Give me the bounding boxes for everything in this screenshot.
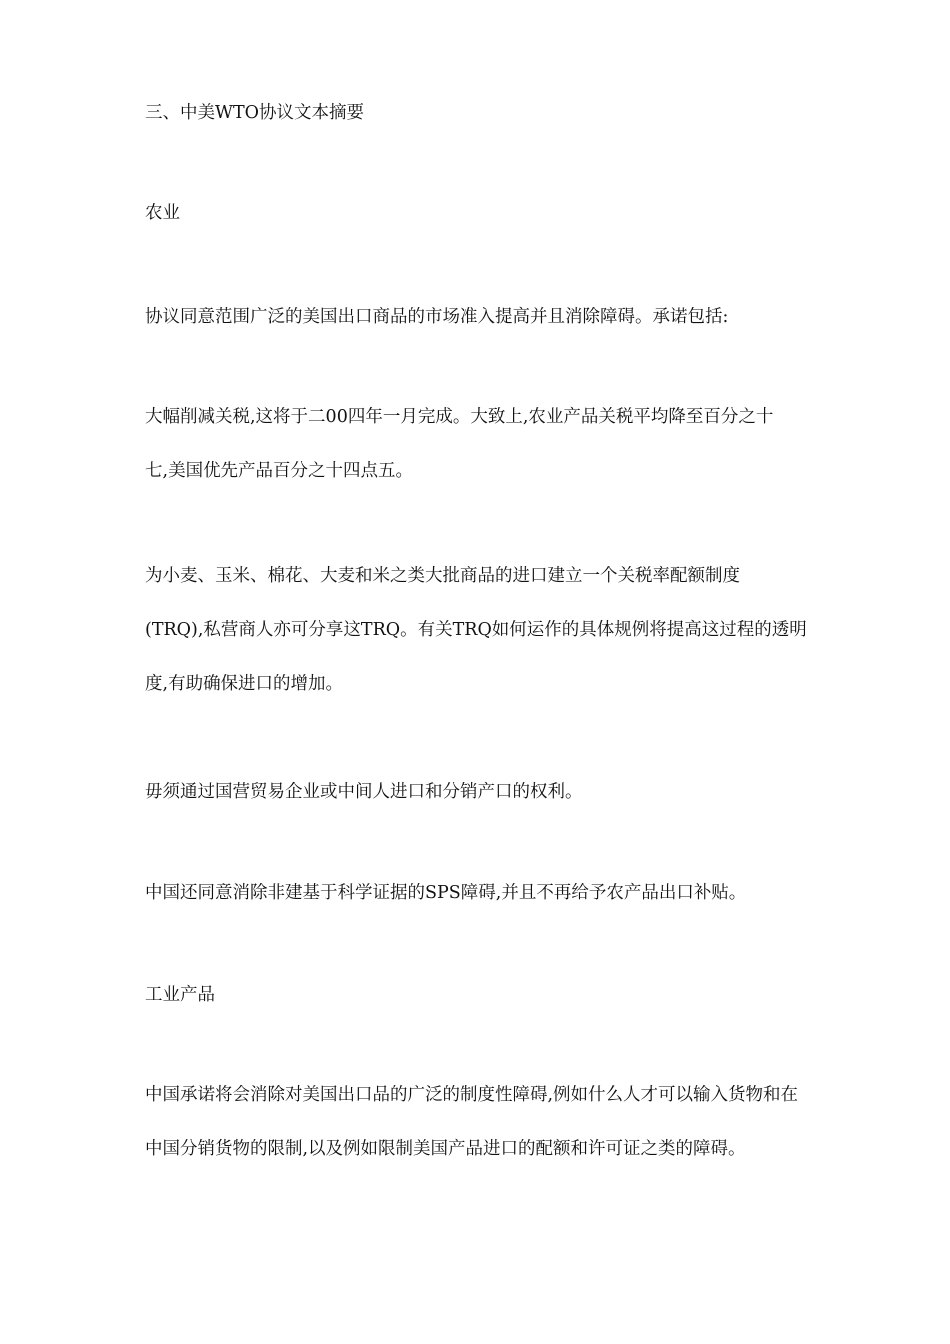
- section-title-agriculture: [145, 186, 880, 240]
- paragraph-line: 中国分销货物的限制,以及例如限制美国产品进口的配额和许可证之类的障碍。: [145, 1139, 746, 1159]
- industrial-paragraph: [145, 1068, 880, 1176]
- heading-text: 三、中美WTO协议文本摘要: [145, 103, 365, 123]
- paragraph-line: 度,有助确保进口的增加。: [145, 674, 344, 694]
- paragraph-line: 七,美国优先产品百分之十四点五。: [145, 461, 414, 481]
- section-title-industrial: [145, 968, 880, 1022]
- tariff-paragraph: [145, 390, 880, 498]
- paragraph-line: 毋须通过国营贸易企业或中间人进口和分销产口的权利。: [145, 782, 583, 802]
- paragraph-line: 为小麦、玉米、棉花、大麦和米之类大批商品的进口建立一个关税率配额制度: [145, 566, 740, 586]
- paragraph-line: (TRQ),私营商人亦可分享这TRQ。有关TRQ如何运作的具体规例将提高这过程的透明: [145, 620, 807, 640]
- document-heading: [145, 86, 880, 140]
- paragraph-line: 中国承诺将会消除对美国出口品的广泛的制度性障碍,例如什么人才可以输入货物和在: [145, 1085, 799, 1105]
- trading-rights-paragraph: [145, 765, 880, 819]
- section-title-text: 农业: [145, 203, 180, 223]
- trq-paragraph: [145, 549, 880, 711]
- paragraph-line: 大幅削减关税,这将于二00四年一月完成。大致上,农业产品关税平均降至百分之十: [145, 407, 774, 427]
- paragraph-line: 协议同意范围广泛的美国出口商品的市场准入提高并且消除障碍。承诺包括:: [145, 307, 729, 327]
- paragraph-line: 中国还同意消除非建基于科学证据的SPS障碍,并且不再给予农产品出口补贴。: [145, 883, 747, 903]
- section-title-text: 工业产品: [145, 985, 215, 1005]
- sps-paragraph: [145, 866, 880, 920]
- agriculture-intro-paragraph: [145, 290, 880, 344]
